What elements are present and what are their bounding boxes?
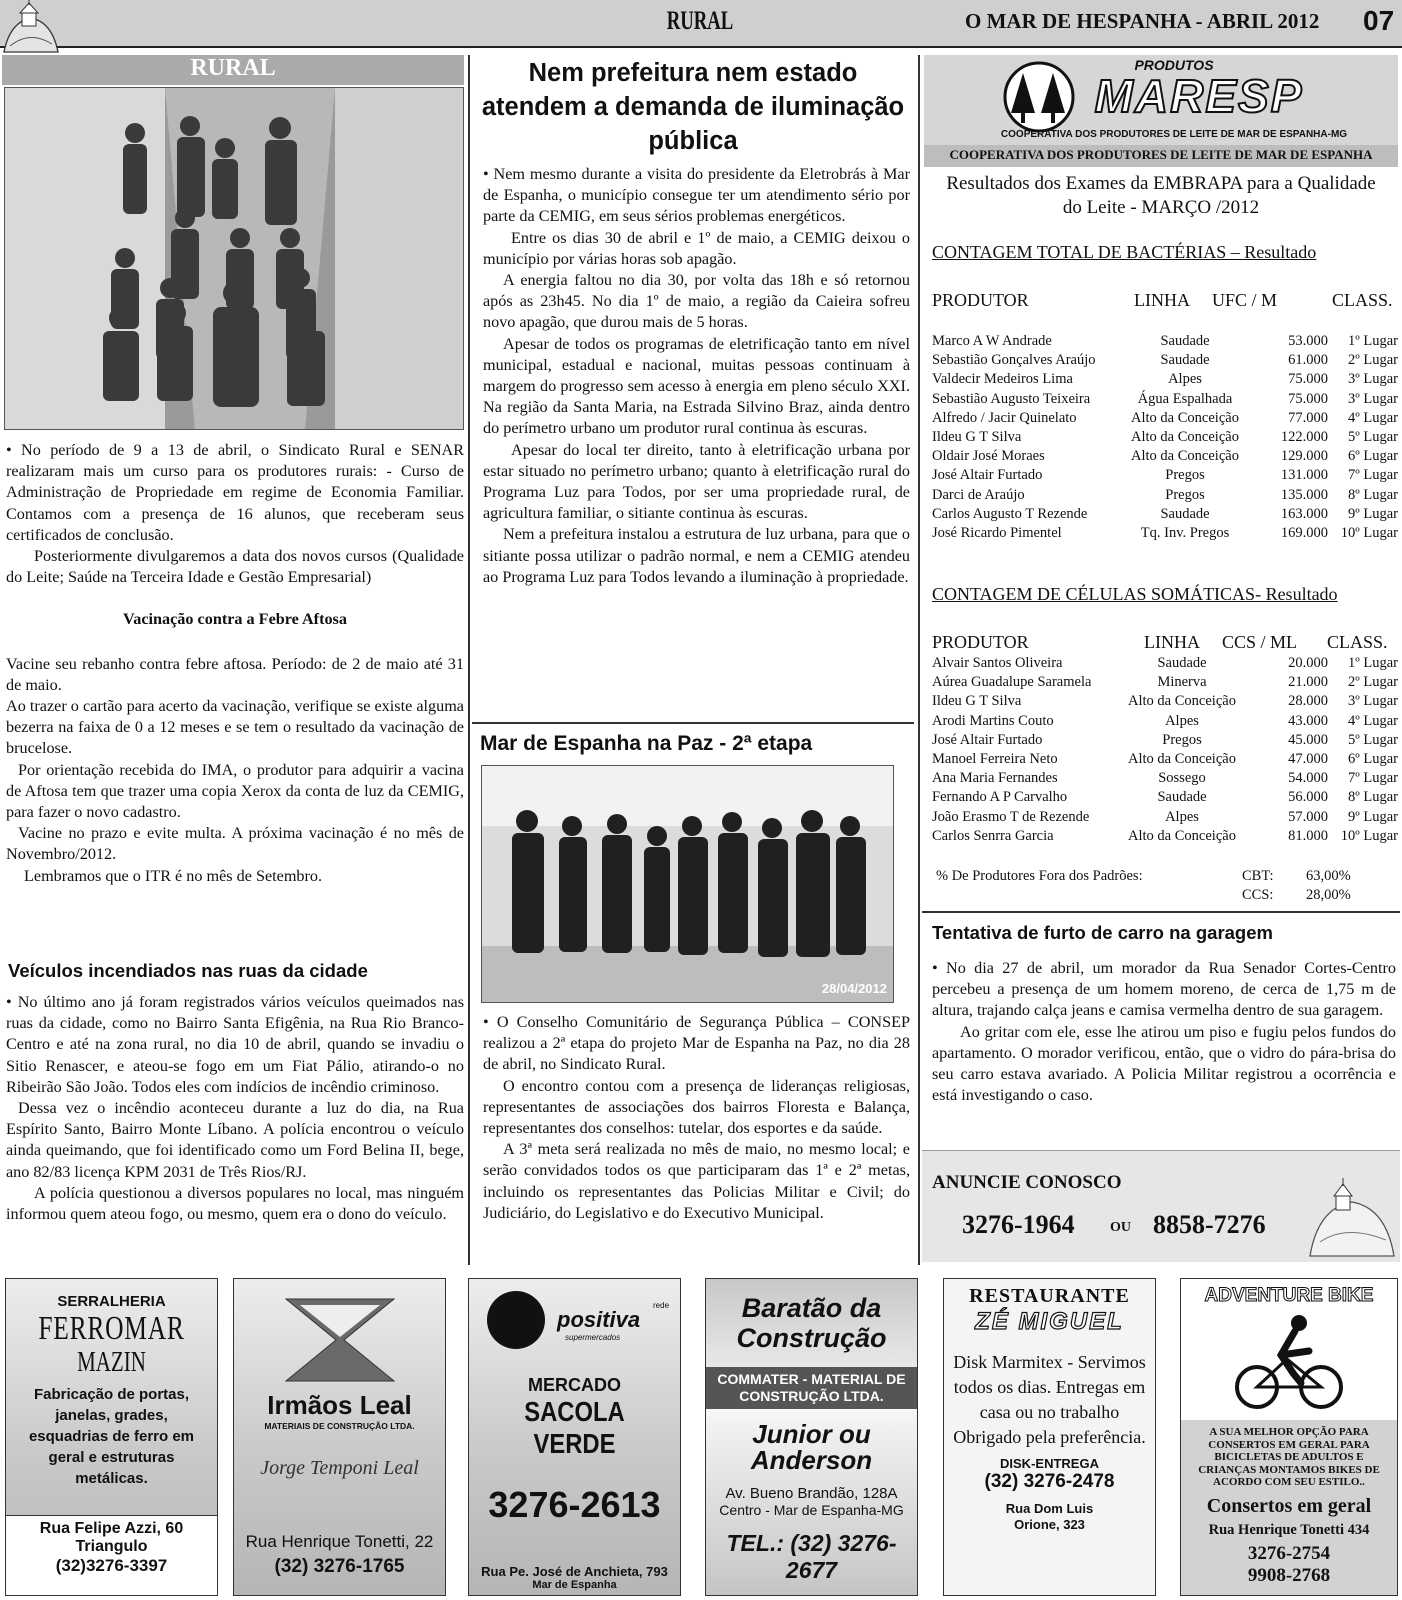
table-cell: 9º Lugar bbox=[1348, 505, 1398, 522]
table-cell: 28.000 bbox=[1288, 693, 1328, 710]
col-header: CLASS. bbox=[1332, 290, 1393, 310]
table-cell: 45.000 bbox=[1288, 731, 1328, 748]
table-cell: Saudade bbox=[1160, 352, 1210, 369]
column-divider bbox=[918, 55, 920, 1265]
article-paragraph: • No período de 9 a 13 de abril, o Sindicato Rural e SENAR realizaram mais um curso para os produtores rurais: - Curso de Administração de Propriedade em regime de Economia Familiar. Contamos com a presença de 16 alunos, que receberam seus certificados de conclusão. bbox=[6, 441, 464, 544]
ad-description: Disk Marmitex - Servimos todos os dias. Entregas em casa ou no trabalho Obrigado pela preferência. bbox=[953, 1352, 1146, 1447]
table-cell: Carlos Senrra Garcia bbox=[932, 827, 1054, 844]
ad-phone: 9908-2768 bbox=[1247, 1564, 1331, 1586]
ad-restaurante bbox=[943, 1278, 1156, 1596]
ad-consertos: Consertos em geral bbox=[1206, 1494, 1372, 1517]
table-cell: Valdecir Medeiros Lima bbox=[932, 371, 1073, 388]
table-row bbox=[932, 447, 1398, 466]
maresp-logo bbox=[924, 55, 1398, 145]
table-row bbox=[932, 731, 1398, 750]
article-paragraph: A energia faltou no dia 30, por volta das 18h e só retornou após as 23h45. No dia 1º de maio, a região da Caieira sofreu novo apagão, que durou mais de 5 horas. bbox=[483, 271, 910, 332]
table-cell: Alto da Conceição bbox=[1128, 693, 1236, 710]
cyclist-icon bbox=[1229, 1311, 1349, 1411]
table-cell: Tq. Inv. Pregos bbox=[1140, 524, 1230, 541]
ad-ferromar bbox=[5, 1278, 218, 1596]
ccs-title: CONTAGEM DE CÉLULAS SOMÁTICAS- Resultado bbox=[932, 584, 1338, 604]
table-cell: Saudade bbox=[1160, 333, 1210, 350]
table-cell: Sebastião Augusto Teixeira bbox=[932, 390, 1091, 407]
table-cell: Darci de Araújo bbox=[932, 486, 1025, 503]
table-cell: Manoel Ferreira Neto bbox=[932, 751, 1058, 768]
article-paragraph: Apesar de todos os programas de eletrificação tanto em nível municipal, estadual e nacional, muitas pessoas continuam à margem do progresso sem acesso à energia em pleno século XXI. Na região da Santa Maria, na Estrada Silvino Braz, ainda dentro do perímetro urbano um produtor rural continua às escuras. bbox=[483, 334, 910, 438]
article-paragraph: Dessa vez o incêndio aconteceu durante a luz do dia, na Rua Espírito Santo, Bairro Monte Líbano. A polícia encontrou o veículo ainda queimando, que foi identificado como um Ford Belina II, bege, ano 82/83 licença KPM 2031 de Três Rios/RJ. bbox=[6, 1099, 464, 1181]
table-cell: 4º Lugar bbox=[1348, 409, 1398, 426]
article-paragraph: A polícia questionou a diversos populares no local, mas ninguém informou quem ateou fogo, ou mesmo, quem era o dono do veículo. bbox=[6, 1183, 464, 1224]
table-cell: Ildeu G T Silva bbox=[932, 429, 1022, 446]
table-cell: 7º Lugar bbox=[1348, 467, 1398, 484]
table-cell: 10º Lugar bbox=[1340, 827, 1398, 844]
table-cell: 53.000 bbox=[1288, 333, 1328, 350]
cbt-pct-label: CBT: bbox=[1242, 868, 1274, 884]
table-cell: José Altair Furtado bbox=[932, 731, 1043, 748]
ad-sacola-verde bbox=[468, 1278, 681, 1596]
ad-address: Rua Felipe Azzi, 60 bbox=[39, 1520, 184, 1537]
table-cell: Pregos bbox=[1165, 467, 1205, 484]
ad-label: RESTAURANTE bbox=[969, 1285, 1130, 1307]
table-row bbox=[932, 750, 1398, 769]
table-cell: 163.000 bbox=[1280, 505, 1328, 522]
table-row bbox=[932, 486, 1398, 505]
table-row bbox=[932, 390, 1398, 409]
ad-address: Rua Dom Luis Orione, 323 bbox=[1005, 1501, 1094, 1532]
ad-phone: (32)3276-3397 bbox=[55, 1556, 168, 1575]
table-cell: Fernando A P Carvalho bbox=[932, 789, 1068, 806]
table-cell: João Erasmo T de Rezende bbox=[932, 808, 1090, 825]
article-paragraph: A 3ª meta será realizada no mês de maio, no mesmo local; e serão convidados todos os que participaram das 1ª e 2ª metas, incluindo os representantes das Policias Militar e Civil; do Judiciário, do Legislativo e do Executivo Municipal. bbox=[483, 1140, 910, 1222]
table-cell: Pregos bbox=[1165, 486, 1205, 503]
ad-description: Fabricação de portas, janelas, grades, esquadrias de ferro em geral e estruturas metálicas. bbox=[28, 1386, 195, 1487]
trees-icon bbox=[999, 61, 1079, 133]
table-cell: Saudade bbox=[1160, 505, 1210, 522]
table-cell: 1º Lugar bbox=[1348, 333, 1398, 350]
ccs-pct-value: 28,00% bbox=[1306, 887, 1351, 903]
table-cell: 61.000 bbox=[1288, 352, 1328, 369]
table-row bbox=[932, 466, 1398, 485]
ad-brand: positiva bbox=[557, 1307, 641, 1332]
table-cell: 8º Lugar bbox=[1348, 486, 1398, 503]
table-cell: Saudade bbox=[1157, 655, 1207, 672]
section-divider bbox=[472, 722, 914, 724]
table-row bbox=[932, 409, 1398, 428]
table-cell: 81.000 bbox=[1288, 827, 1328, 844]
table-row bbox=[932, 712, 1398, 731]
logo-subtitle: COOPERATIVA DOS PRODUTORES DE LEITE DE MAR DE ESPANHA-MG bbox=[1000, 129, 1348, 140]
table-cell: 2º Lugar bbox=[1348, 352, 1398, 369]
table-cell: 7º Lugar bbox=[1348, 770, 1398, 787]
table-cell: 57.000 bbox=[1288, 808, 1328, 825]
table-cell: Saudade bbox=[1157, 789, 1207, 806]
logo-maresp: MARESP bbox=[1094, 70, 1304, 122]
table-cell: Marco A W Andrade bbox=[932, 333, 1052, 350]
table-cell: 8º Lugar bbox=[1348, 789, 1398, 806]
article-paragraph: • No último ano já foram registrados vários veículos queimados nas ruas da cidade, como no Bairro Santa Efigênia, na Rua Rio Branco-Centro e até na zona rural, no dia 10 de abril, quando se invadiu o Sitio Renascer, e ateou-se fogo em um Fiat Pálio, atirando-o no Ribeirão São João. Todos eles com indícios de incêndio criminoso. bbox=[6, 993, 464, 1096]
ad-district: Triangulo bbox=[75, 1538, 148, 1555]
table-cell: Alto da Conceição bbox=[1128, 751, 1236, 768]
subheading: Vacinação contra a Febre Aftosa bbox=[123, 610, 347, 629]
table-cell: Alfredo / Jacir Quinelato bbox=[932, 409, 1077, 426]
table-cell: 6º Lugar bbox=[1348, 448, 1398, 465]
results-title: Resultados dos Exames da EMBRAPA para a Qualidade do Leite - MARÇO /2012 bbox=[946, 173, 1376, 218]
cbt-pct-value: 63,00% bbox=[1306, 868, 1351, 884]
ad-brand-small: supermercados bbox=[565, 1333, 621, 1342]
ad-brand: ZÉ MIGUEL bbox=[975, 1308, 1124, 1335]
article-paragraph: Apesar do local ter direito, tanto à eletrificação urbana por estar situado no perímetro urbano; quanto à eletrificação rural do Programa Luz para Todos, por ser uma propriedade rural, de agricultura familiar, o sitiante continua às escuras. bbox=[483, 440, 910, 523]
ad-address: Rua Henrique Tonetti 434 bbox=[1208, 1521, 1370, 1538]
col-header: LINHA bbox=[1134, 290, 1190, 310]
table-row bbox=[932, 808, 1398, 827]
table-cell: 2º Lugar bbox=[1348, 674, 1398, 691]
ad-brand-sub: MAZIN bbox=[77, 1347, 146, 1378]
cbt-title: CONTAGEM TOTAL DE BACTÉRIAS – Resultado bbox=[932, 242, 1317, 262]
ad-city: Mar de Espanha bbox=[532, 1579, 617, 1591]
article-headline: Mar de Espanha na Paz - 2ª etapa bbox=[480, 732, 813, 755]
table-cell: José Ricardo Pimentel bbox=[932, 524, 1062, 541]
col-header: CLASS. bbox=[1327, 632, 1388, 652]
table-row bbox=[932, 827, 1398, 846]
course-group-photo bbox=[4, 87, 464, 430]
ad-phone: 3276-2613 bbox=[488, 1484, 661, 1525]
table-cell: Sebastião Gonçalves Araújo bbox=[932, 352, 1096, 369]
article-paragraph: Vacine no prazo e evite multa. A próxima vacinação é no mês de Novembro/2012. bbox=[6, 824, 464, 864]
table-row bbox=[932, 505, 1398, 524]
table-row bbox=[932, 332, 1398, 351]
anuncie-phone-2: 8858-7276 bbox=[1153, 1210, 1266, 1239]
table-cell: 135.000 bbox=[1280, 486, 1328, 503]
ad-brand: ADVENTURE BIKE bbox=[1204, 1285, 1374, 1306]
table-row bbox=[932, 769, 1398, 788]
table-cell: Pregos bbox=[1162, 731, 1202, 748]
table-cell: Água Espalhada bbox=[1137, 390, 1233, 407]
article-paragraph: Ao trazer o cartão para acerto da vacinação, verifique se existe alguma bezerra na faixa de 0 a 12 meses e se tem o resultado da vacinação de brucelose. bbox=[6, 697, 464, 758]
table-cell: Ildeu G T Silva bbox=[932, 693, 1022, 710]
table-cell: 3º Lugar bbox=[1348, 390, 1398, 407]
masthead-section: RURAL bbox=[666, 6, 734, 35]
table-cell: Carlos Augusto T Rezende bbox=[932, 505, 1088, 522]
ccs-table bbox=[932, 654, 1398, 846]
table-cell: 3º Lugar bbox=[1348, 693, 1398, 710]
ad-baratao bbox=[705, 1278, 918, 1596]
table-cell: Minerva bbox=[1157, 674, 1207, 691]
ad-irmaos-leal bbox=[233, 1278, 446, 1596]
article-paragraph: • Nem mesmo durante a visita do presidente da Eletrobrás à Mar de Espanha, o município consegue ter um atendimento sério por parte da CEMIG, em seus sérios problemas energéticos. bbox=[483, 165, 910, 226]
ad-name: SACOLA VERDE bbox=[524, 1396, 625, 1459]
table-cell: Alpes bbox=[1168, 371, 1202, 388]
col-header: UFC / M bbox=[1212, 290, 1278, 310]
table-cell: 1º Lugar bbox=[1348, 655, 1398, 672]
table-cell: Alto da Conceição bbox=[1131, 409, 1239, 426]
ad-city: Centro - Mar de Espanha-MG bbox=[719, 1502, 904, 1518]
col-header: PRODUTOR bbox=[932, 290, 1029, 310]
table-cell: 43.000 bbox=[1288, 712, 1328, 729]
ad-owner: Jorge Temponi Leal bbox=[260, 1457, 419, 1479]
ad-brand: Irmãos Leal bbox=[267, 1390, 412, 1420]
positiva-logo-icon bbox=[487, 1291, 545, 1349]
ad-address: Av. Bueno Brandão, 128A bbox=[725, 1485, 898, 1502]
ad-label: SERRALHERIA bbox=[57, 1293, 166, 1310]
church-hill-icon bbox=[1306, 1168, 1396, 1258]
table-row bbox=[932, 428, 1398, 447]
col-header: PRODUTOR bbox=[932, 632, 1029, 652]
ad-band: COMMATER - MATERIAL DE CONSTRUÇÃO LTDA. bbox=[706, 1367, 917, 1409]
consep-group-photo bbox=[481, 765, 894, 1003]
table-cell: Alto da Conceição bbox=[1131, 429, 1239, 446]
article-paragraph: Posteriormente divulgaremos a data dos novos cursos (Qualidade do Leite; Saúde na Terceira Idade e Gestão Empresarial) bbox=[6, 547, 464, 587]
table-cell: Ana Maria Fernandes bbox=[932, 770, 1058, 787]
table-cell: José Altair Furtado bbox=[932, 467, 1043, 484]
hourglass-icon bbox=[280, 1295, 400, 1385]
table-row bbox=[932, 370, 1398, 389]
anuncie-phone-1: 3276-1964 bbox=[962, 1210, 1075, 1239]
page-number: 07 bbox=[1363, 5, 1395, 36]
ccs-pct-label: CCS: bbox=[1242, 887, 1274, 903]
ad-address: Rua Pe. José de Anchieta, 793 bbox=[481, 1564, 668, 1579]
column-divider bbox=[468, 55, 470, 1265]
table-cell: 56.000 bbox=[1288, 789, 1328, 806]
ad-brand: FERROMAR bbox=[38, 1310, 185, 1347]
table-cell: Arodi Martins Couto bbox=[932, 712, 1054, 729]
table-cell: Alpes bbox=[1165, 808, 1199, 825]
ad-brand-tag: rede bbox=[653, 1301, 670, 1310]
table-cell: Sossego bbox=[1158, 770, 1206, 787]
table-cell: Alvair Santos Oliveira bbox=[932, 655, 1063, 672]
table-cell: 4º Lugar bbox=[1348, 712, 1398, 729]
article-paragraph: Ao gritar com ele, esse lhe atirou um piso e fugiu pelos fundos do apartamento. O morador verificou, então, que o vidro do pára-brisa do seu carro estava avariado. A Policia Militar registrou a ocorrência e está investigando o caso. bbox=[932, 1022, 1396, 1105]
ad-phone: (32) 3276-2478 bbox=[984, 1471, 1115, 1492]
table-cell: 54.000 bbox=[1288, 770, 1328, 787]
anuncie-or: OU bbox=[1110, 1220, 1131, 1235]
ad-brand-line1: Baratão da bbox=[741, 1293, 882, 1323]
article-headline: Tentativa de furto de carro na garagem bbox=[932, 922, 1273, 943]
table-cell: 75.000 bbox=[1288, 390, 1328, 407]
col-header: CCS / ML bbox=[1222, 632, 1298, 652]
cbt-table bbox=[932, 332, 1398, 543]
ad-brand-sub: MATERIAIS DE CONSTRUÇÃO LTDA. bbox=[264, 1421, 415, 1431]
section-divider bbox=[922, 911, 1400, 913]
table-cell: 77.000 bbox=[1288, 409, 1328, 426]
article-paragraph: O encontro contou com a presença de lideranças religiosas, representantes de associações dos bairros Floresta e Balança, representantes dos conselhos: tutelar, dos esportes e da saúde. bbox=[483, 1076, 910, 1138]
table-cell: 21.000 bbox=[1288, 674, 1328, 691]
photo-date-stamp: 28/04/2012 bbox=[821, 981, 887, 996]
table-cell: 47.000 bbox=[1288, 751, 1328, 768]
table-row bbox=[932, 351, 1398, 370]
article-paragraph: Lembramos que o ITR é no mês de Setembro. bbox=[24, 866, 323, 885]
article-paragraph: Nem a prefeitura instalou a estrutura de luz urbana, para que o sitiante possa utilizar o padrão normal, e nem a CEMIG atendeu ao Programa Luz para Todos levando a iluminação à propriedade. bbox=[483, 525, 910, 586]
table-cell: Alpes bbox=[1165, 712, 1199, 729]
table-row bbox=[932, 524, 1398, 543]
article-paragraph: • O Conselho Comunitário de Segurança Pública – CONSEP realizou a 2ª etapa do projeto Mar de Espanha na Paz, no dia 28 de abril, no Sindicato Rural. bbox=[483, 1013, 910, 1074]
church-logo-icon bbox=[0, 0, 62, 56]
ad-names: Junior ou Anderson bbox=[750, 1419, 873, 1475]
anuncie-label: ANUNCIE CONOSCO bbox=[932, 1172, 1122, 1193]
article-paragraph: Por orientação recebida do IMA, o produtor para adquirir a vacina de Aftosa tem que trazer uma copia Xerox da conta de luz da CEMIG, para fazer o novo cadastro. bbox=[6, 760, 464, 822]
ad-brand-line2: Construção bbox=[736, 1323, 887, 1353]
masthead-paper-issue: O MAR DE HESPANHA - ABRIL 2012 bbox=[965, 9, 1320, 33]
table-cell: Oldair José Moraes bbox=[932, 448, 1045, 465]
table-row bbox=[932, 788, 1398, 807]
table-cell: 3º Lugar bbox=[1348, 371, 1398, 388]
table-cell: 129.000 bbox=[1280, 448, 1328, 465]
article-headline: Veículos incendiados nas ruas da cidade bbox=[8, 960, 368, 981]
ad-adventure-bike bbox=[1180, 1278, 1398, 1596]
coop-bar-text: COOPERATIVA DOS PRODUTORES DE LEITE DE MAR DE ESPANHA bbox=[949, 147, 1373, 162]
table-row bbox=[932, 692, 1398, 711]
logo-produtos: PRODUTOS bbox=[1134, 57, 1214, 73]
pct-label: % De Produtores Fora dos Padrões: bbox=[936, 868, 1143, 884]
table-cell: 10º Lugar bbox=[1340, 524, 1398, 541]
table-cell: 5º Lugar bbox=[1348, 731, 1398, 748]
section-heading: RURAL bbox=[190, 55, 276, 81]
table-cell: 5º Lugar bbox=[1348, 429, 1398, 446]
table-cell: 9º Lugar bbox=[1348, 808, 1398, 825]
col-header: LINHA bbox=[1144, 632, 1200, 652]
table-cell: 6º Lugar bbox=[1348, 751, 1398, 768]
table-cell: Alto da Conceição bbox=[1128, 827, 1236, 844]
ad-phone: 3276-2754 bbox=[1247, 1542, 1331, 1564]
ad-disk: DISK-ENTREGA bbox=[1000, 1456, 1099, 1471]
ad-address: Rua Henrique Tonetti, 22 bbox=[245, 1532, 434, 1551]
table-cell: Alto da Conceição bbox=[1131, 448, 1239, 465]
ad-phone: (32) 3276-1765 bbox=[274, 1556, 405, 1577]
table-cell: 20.000 bbox=[1288, 655, 1328, 672]
ad-mercado: MERCADO bbox=[528, 1375, 621, 1395]
table-row bbox=[932, 673, 1398, 692]
ad-description: A SUA MELHOR OPÇÃO PARA CONSERTOS EM GERAL PARA BICICLETAS DE ADULTOS E CRIANÇAS MONTAMOS BIKES DE ACORDO COM SEU ESTILO.. bbox=[1198, 1426, 1380, 1489]
article-paragraph: Vacine seu rebanho contra febre aftosa. Período: de 2 de maio até 31 de maio. bbox=[6, 654, 464, 694]
ad-phone: TEL.: (32) 3276-2677 bbox=[726, 1530, 897, 1583]
table-cell: 131.000 bbox=[1280, 467, 1328, 484]
table-cell: 122.000 bbox=[1280, 429, 1328, 446]
table-cell: Aúrea Guadalupe Saramela bbox=[932, 674, 1092, 691]
table-cell: 169.000 bbox=[1280, 524, 1328, 541]
article-paragraph: Entre os dias 30 de abril e 1º de maio, a CEMIG deixou o município por várias horas sob apagão. bbox=[483, 228, 910, 268]
table-row bbox=[932, 654, 1398, 673]
article-headline: Nem prefeitura nem estado atendem a demanda de iluminação pública bbox=[481, 59, 905, 155]
article-paragraph: • No dia 27 de abril, um morador da Rua Senador Cortes-Centro percebeu a presença de um homem moreno, de cerca de 1,75 m de altura, trajando calça jeans e camisa vermelha dentro de sua garagem. bbox=[932, 959, 1396, 1020]
table-cell: 75.000 bbox=[1288, 371, 1328, 388]
